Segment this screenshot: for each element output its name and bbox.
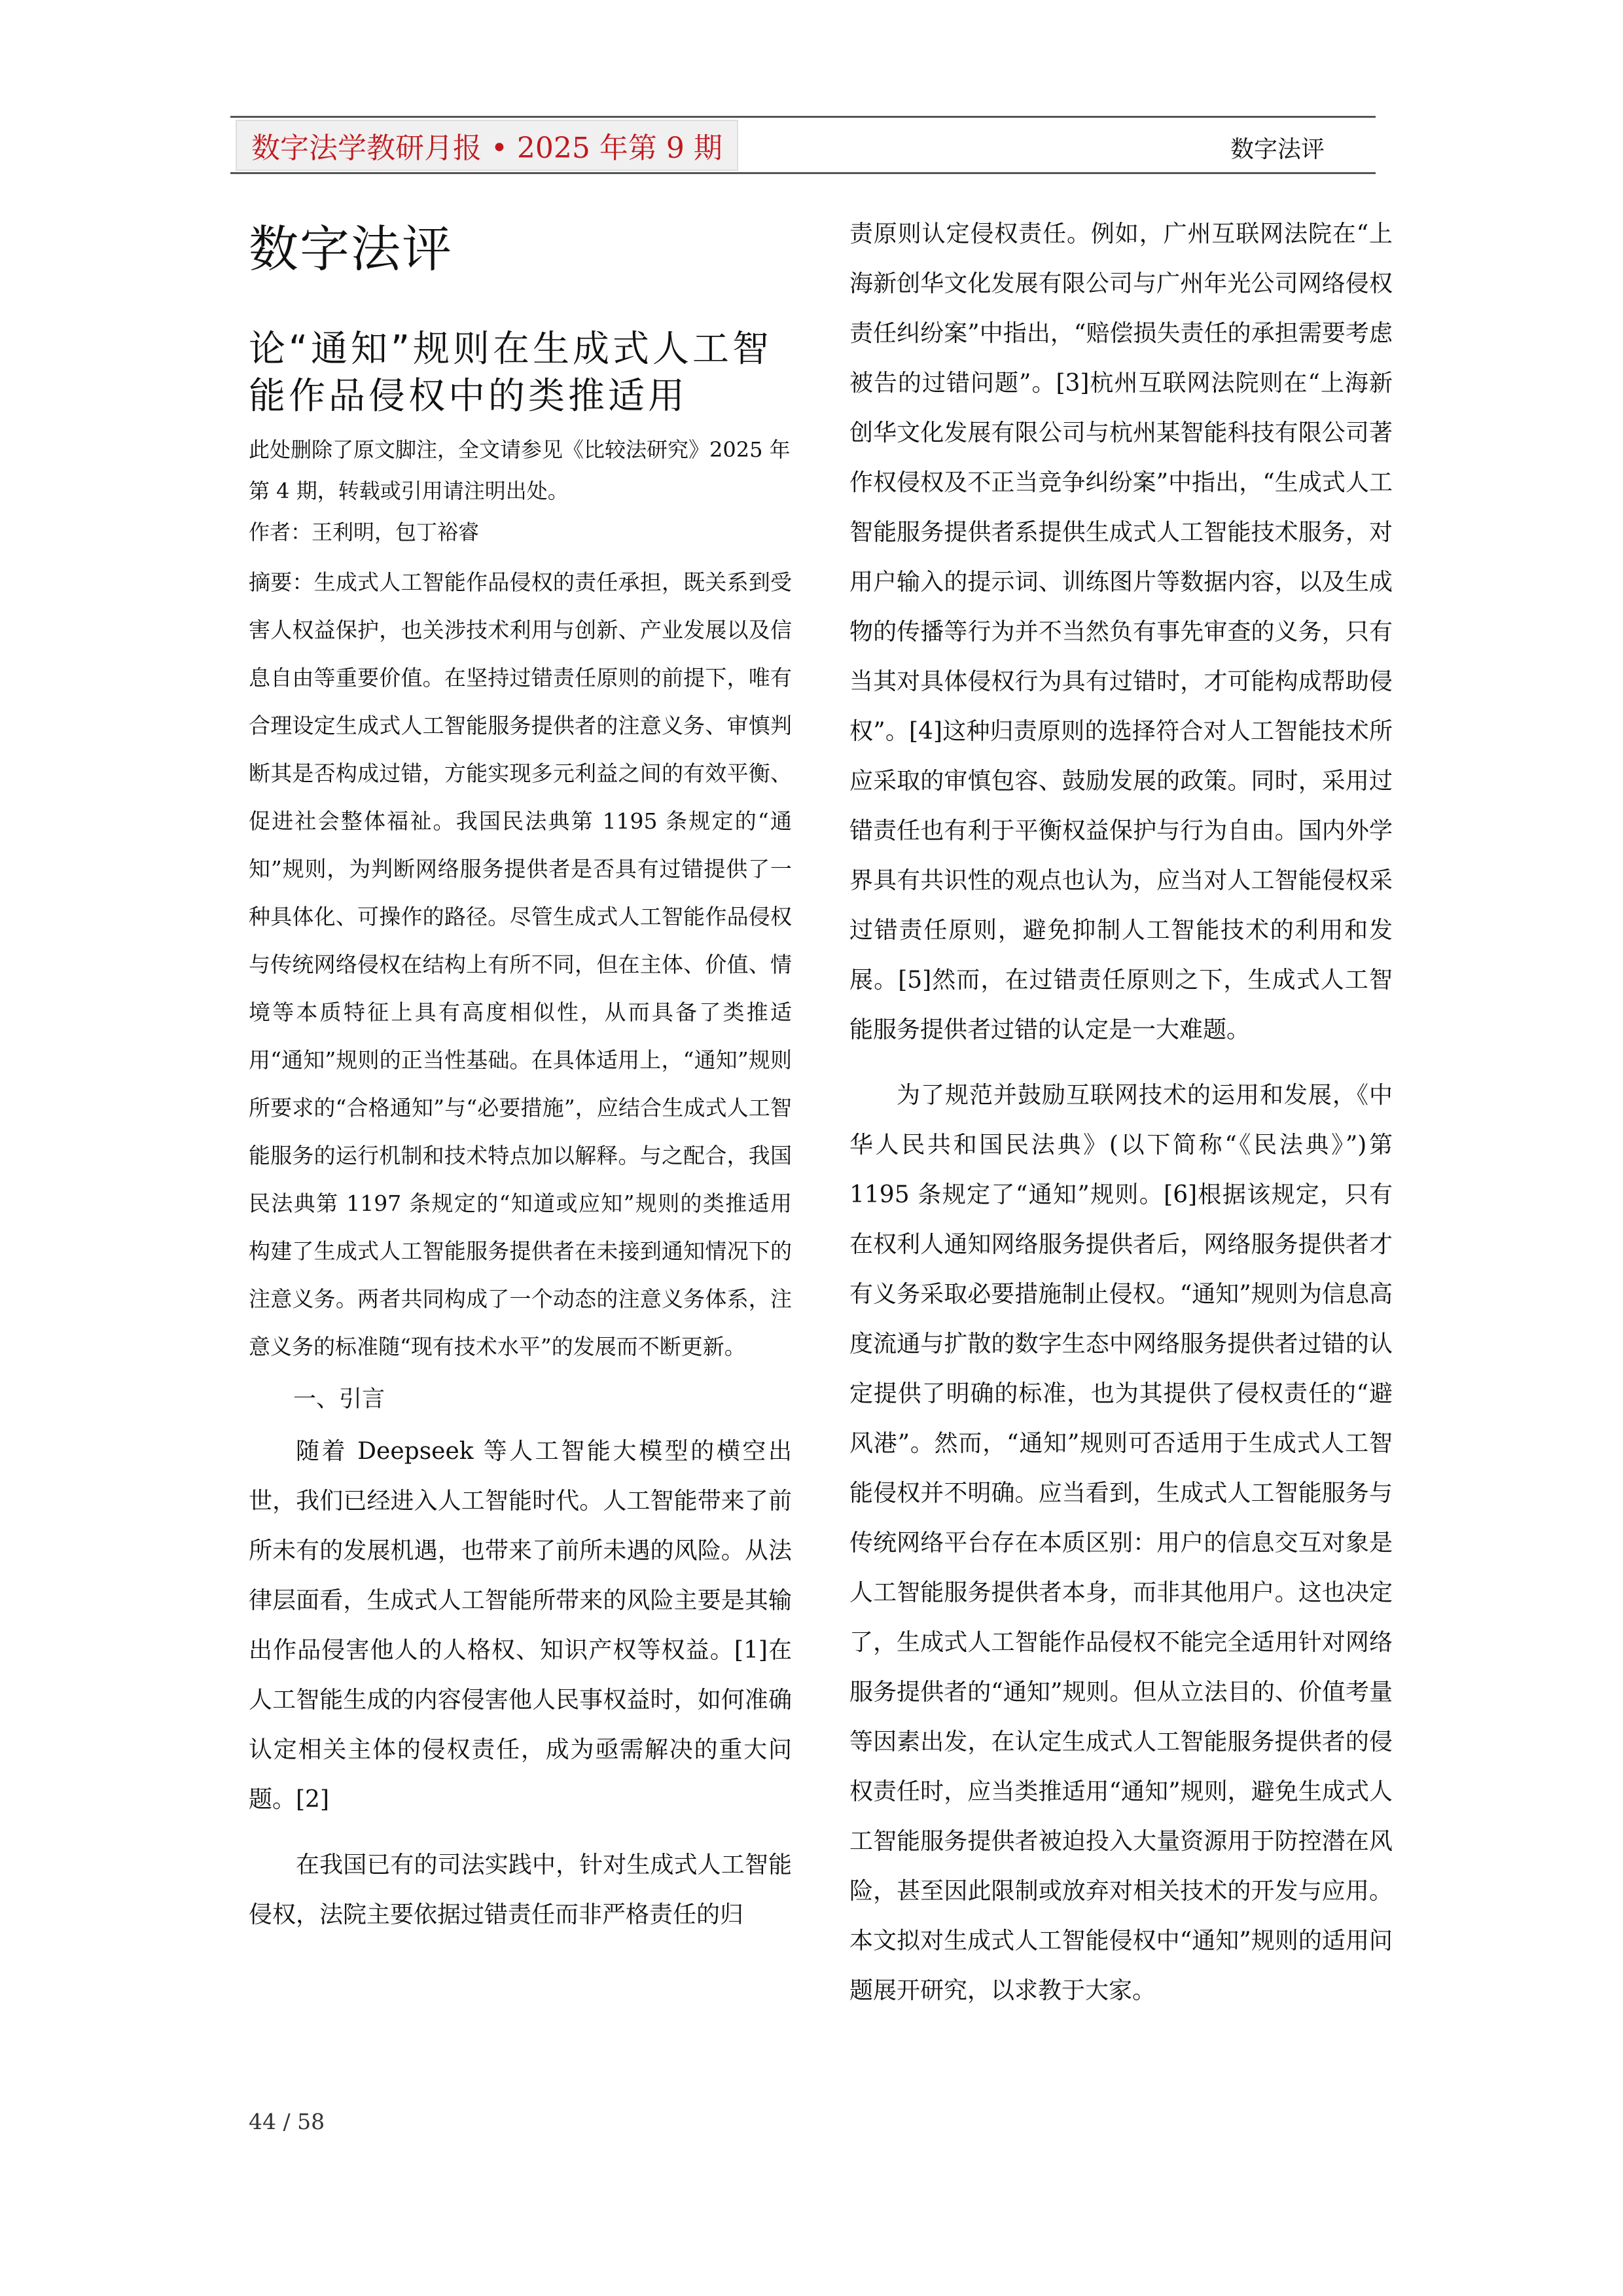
rubric-title: 数字法评 [249, 220, 453, 278]
header-section-label: 数字法评 [1230, 135, 1325, 163]
abstract: 摘要：生成式人工智能作品侵权的责任承担，既关系到受害人权益保护，也关涉技术利用与创新、产业发展以及信息自由等重要价值。在坚持过错责任原则的前提下，唯有合理设定生成式人工智能服务提供者的注意义务、审慎判断其是否构成过错，方能实现多元利益之间的有效平衡、促进社会整体福祉。我国民法典第 1195 条规定的“通知”规则，为判断网络服务提供者是否具有过错提供了一种具体化、可操作的路径。尽管生成式人工智能作品侵权与传统网络侵权在结构上有所不同，但在主体、价值、情境等本质特征上具有高度相似性，从而具备了类推适用“通知”规则的正当性基础。在具体适用上，“通知”规则所要求的“合格通知”与“必要措施”，应结合生成式人工智能服务的运行机制和技术特点加以解释。与之配合，我国民法典第 1197 条规定的“知道或应知”规则的类推适用构建了生成式人工智能服务提供者在未接到通知情况下的注意义务。两者共同构成了一个动态的注意义务体系，注意义务的标准随“现有技术水平”的发展而不断更新。 [249, 569, 792, 1359]
header-rule-bottom [230, 172, 1376, 174]
page-number: 44 / 58 [249, 2109, 325, 2134]
right-column [849, 209, 1393, 2016]
header-rule-top [230, 116, 1376, 118]
body-paragraph: 在我国已有的司法实践中，针对生成式人工智能侵权，法院主要依据过错责任而非严格责任的归 [249, 1852, 792, 1928]
body-paragraph-continued: 责原则认定侵权责任。例如，广州互联网法院在“上海新创华文化发展有限公司与广州年光公司网络侵权责任纠纷案”中指出，“赔偿损失责任的承担需要考虑被告的过错问题”。[3]杭州互联网法院则在“上海新创华文化发展有限公司与杭州某智能科技有限公司著作权侵权及不正当竞争纠纷案”中指出，“生成式人工智能服务提供者系提供生成式人工智能技术服务，对用户输入的提示词、训练图片等数据内容，以及生成物的传播等行为并不当然负有事先审查的义务，只有当其对具体侵权行为具有过错时，才可能构成帮助侵权”。[4]这种归责原则的选择符合对人工智能技术所应采取的审慎包容、鼓励发展的政策。同时，采用过错责任也有利于平衡权益保护与行为自由。国内外学界具有共识性的观点也认为，应当对人工智能侵权采过错责任原则，避免抑制人工智能技术的利用和发展。[5]然而，在过错责任原则之下，生成式人工智能服务提供者过错的认定是一大难题。 [849, 221, 1393, 1043]
authors: 作者：王利明，包丁裕睿 [249, 520, 480, 545]
article-title: 论“通知”规则在生成式人工智能作品侵权中的类推适用 [249, 328, 773, 418]
journal-banner: 数字法学教研月报 • 2025 年第 9 期 [236, 120, 738, 171]
source-note: 此处删除了原文脚注，全文请参见《比较法研究》2025 年第 4 期，转载或引用请注明出处。 [249, 437, 791, 503]
left-column [249, 209, 792, 1940]
body-paragraph: 随着 Deepseek 等人工智能大模型的横空出世，我们已经进入人工智能时代。人工智能带来了前所未有的发展机遇，也带来了前所未遇的风险。从法律层面看，生成式人工智能所带来的风险主要是其输出作品侵害他人的人格权、知识产权等权益。[1]在人工智能生成的内容侵害他人民事权益时，如何准确认定相关主体的侵权责任，成为亟需解决的重大问题。[2] [249, 1438, 792, 1813]
body-paragraph: 为了规范并鼓励互联网技术的运用和发展，《中华人民共和国民法典》(以下简称“《民法典》”)第 1195 条规定了“通知”规则。[6]根据该规定，只有在权利人通知网络服务提供者后，网络服务提供者才有义务采取必要措施制止侵权。“通知”规则为信息高度流通与扩散的数字生态中网络服务提供者过错的认定提供了明确的标准，也为其提供了侵权责任的“避风港”。然而，“通知”规则可否适用于生成式人工智能侵权并不明确。应当看到，生成式人工智能服务与传统网络平台存在本质区别：用户的信息交互对象是人工智能服务提供者本身，而非其他用户。这也决定了，生成式人工智能作品侵权不能完全适用针对网络服务提供者的“通知”规则。但从立法目的、价值考量等因素出发，在认定生成式人工智能服务提供者的侵权责任时，应当类推适用“通知”规则，避免生成式人工智能服务提供者被迫投入大量资源用于防控潜在风险，甚至因此限制或放弃对相关技术的开发与应用。本文拟对生成式人工智能侵权中“通知”规则的适用问题展开研究，以求教于大家。 [849, 1082, 1393, 2004]
section-heading: 一、引言 [293, 1386, 385, 1412]
